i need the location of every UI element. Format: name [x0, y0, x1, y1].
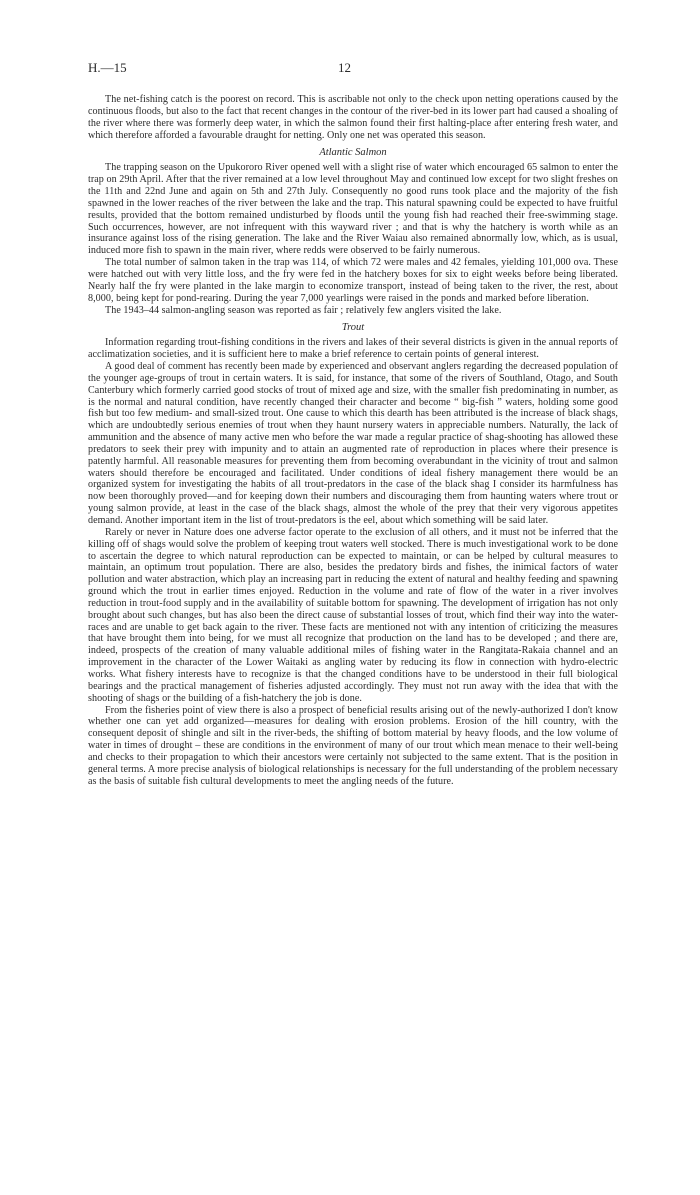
page-header — [88, 60, 618, 80]
trout-paragraph: Information regarding trout-fishing conditions in the rivers and lakes of their several districts is given in the annual reports of acclimatization societies, and it is sufficient here to make a brief reference to certain points of general interest. — [88, 337, 618, 361]
atlantic-paragraph: The trapping season on the Upukororo River opened well with a slight rise of water which encouraged 65 salmon to enter the trap on 29th April. After that the river remained at a low level throughout May and continued low except for two slight freshes on the 11th and 22nd June and again on 5th and 27th July. Consequently no good runs took place and the majority of the fish spawned in the lower reaches of the river between the lake and the trap. This natural spawning could be expected to have fruitful results, provided that the bottom remained undisturbed by floods until the young fish had reached their free-swimming stage. Such occurrences, however, are not infrequent with this wayward river ; and that is why the hatchery is worth while as an insurance against loss of the rising generation. The lake and the River Waiau also remained abnormally low, which, as is usual, induced more fish to spawn in the main river, where redds were observed to be fairly numerous. — [88, 162, 618, 257]
trout-paragraph: A good deal of comment has recently been made by experienced and observant anglers regarding the decreased population of the younger age-groups of trout in certain waters. It is said, for instance, that some of the rivers of Southland, Otago, and South Canterbury which formerly carried good stocks of trout of mixed age and size, with the smaller fish predominating in number, as is the normal and natural condition, have recently changed their character and become “ big-fish ” waters, holding some good fish but too few medium- and small-sized trout. One cause to which this dearth has been attributed is the increase of black shags, which are undoubtedly serious enemies of trout when they haunt nursery waters in appreciable numbers. Naturally, the lack of ammunition and the absence of many active men who before the war made a regular practice of shag-shooting has allowed these predators to seek their prey with impunity and to attain an augmented rate of reproduction in places where their presence is patently harmful. All reasonable measures for preventing them from becoming overabundant in the vicinity of trout and salmon waters should therefore be encouraged and facilitated. Under conditions of ideal fishery management there would be an organized system for investigating the habits of all trout-predators in the case of the black shag I consider its harmfulness has now been thoroughly proved—and for keeping down their numbers and discouraging them from haunting waters where trout or young salmon provide, at least in the case of the black shags, almost the whole of the prey that their very vigorous appetites demand. Another important item in the list of trout-predators is the eel, about which something will be said later. — [88, 361, 618, 526]
trout-heading: Trout — [341, 322, 365, 334]
atlantic-paragraph: The 1943–44 salmon-angling season was reported as fair ; relatively few anglers visited the lake. — [105, 304, 502, 316]
atlantic-salmon-heading: Atlantic Salmon — [319, 147, 387, 159]
trout-paragraph: Rarely or never in Nature does one adverse factor operate to the exclusion of all others, and it must not be inferred that the killing off of shags would solve the problem of keeping trout waters well stocked. There is much investigational work to be done to ascertain the degree to which natural reproduction can be expected to maintain, or can be helped by cultural measures to maintain, an optimum trout population. There are also, besides the predatory birds and fishes, the inimical factors of water pollution and water abstraction, which play an increasing part in reducing the extent of natural and healthy feeding and spawning ground which the trout in earlier times enjoyed. Reduction in the volume and rate of flow of the water in a river involves reduction in trout-food supply and in the availability of suitable bottom for spawning. The development of irrigation has not only brought about such changes, but has also been the direct cause of substantial losses of trout, which find their way into the water-races and are unable to get back again to the river. These facts are mentioned not with any intention of criticizing the measures that have brought them into being, for we must all recognize that production on the land has to be developed ; and there are, indeed, prospects of the creation of many valuable additional miles of fishing water in the Rangitata-Rakaia channel and an improvement in the character of the Lower Waitaki as angling water by reducing its flow in connection with hydro-electric works. What fishery interests have to recognize is that the changed conditions have to be understood in their full biological bearings and the practical management of fisheries adjusted accordingly. They must not run away with the idea that with the shooting of shags or the building of a fish-hatchery the job is done. — [88, 526, 618, 704]
intro-paragraph: The net-fishing catch is the poorest on record. This is ascribable not only to the check upon netting operations caused by the continuous floods, but also to the fact that recent changes in the contour of the river-bed in its lower part had caused a shoaling of the river where there was formerly deep water, in which the salmon found their first halting-place after entering fresh water, and which therefore afforded a favourable draught for netting. Only one net was operated this season. — [88, 94, 618, 141]
document-page — [88, 60, 618, 787]
document-reference: H.—15 — [88, 60, 127, 75]
atlantic-paragraph: The total number of salmon taken in the trap was 114, of which 72 were males and 42 females, yielding 101,000 ova. These were hatched out with very little loss, and the fry were fed in the hatchery boxes for six to eight weeks before being liberated. Nearly half the fry were planted in the lake margin to economize transport, instead of being taken to the river, the rest, about 8,000, being kept for pond-rearing. During the year 7,000 yearlings were raised in the ponds and marked before liberation. — [88, 257, 618, 304]
page-number: 12 — [338, 60, 351, 75]
trout-paragraph: From the fisheries point of view there is also a prospect of beneficial results arising out of the newly-authorized I don't know whether one can yet add organized—measures for dealing with erosion problems. Erosion of the hill country, with the consequent deposit of shingle and silt in the river-beds, the shifting of bottom material by heavy floods, and the low volume of water in times of drought – these are conditions in the environment of many of our trout which mean menace to their well-being and checks to their propagation to which their ancestors were certainly not subjected to the same extent. That is the position in general terms. A more precise analysis of biological relationships is necessary for the full understanding of the problem necessary as the basis of suitable fish cultural developments to meet the angling needs of the future. — [88, 704, 618, 787]
